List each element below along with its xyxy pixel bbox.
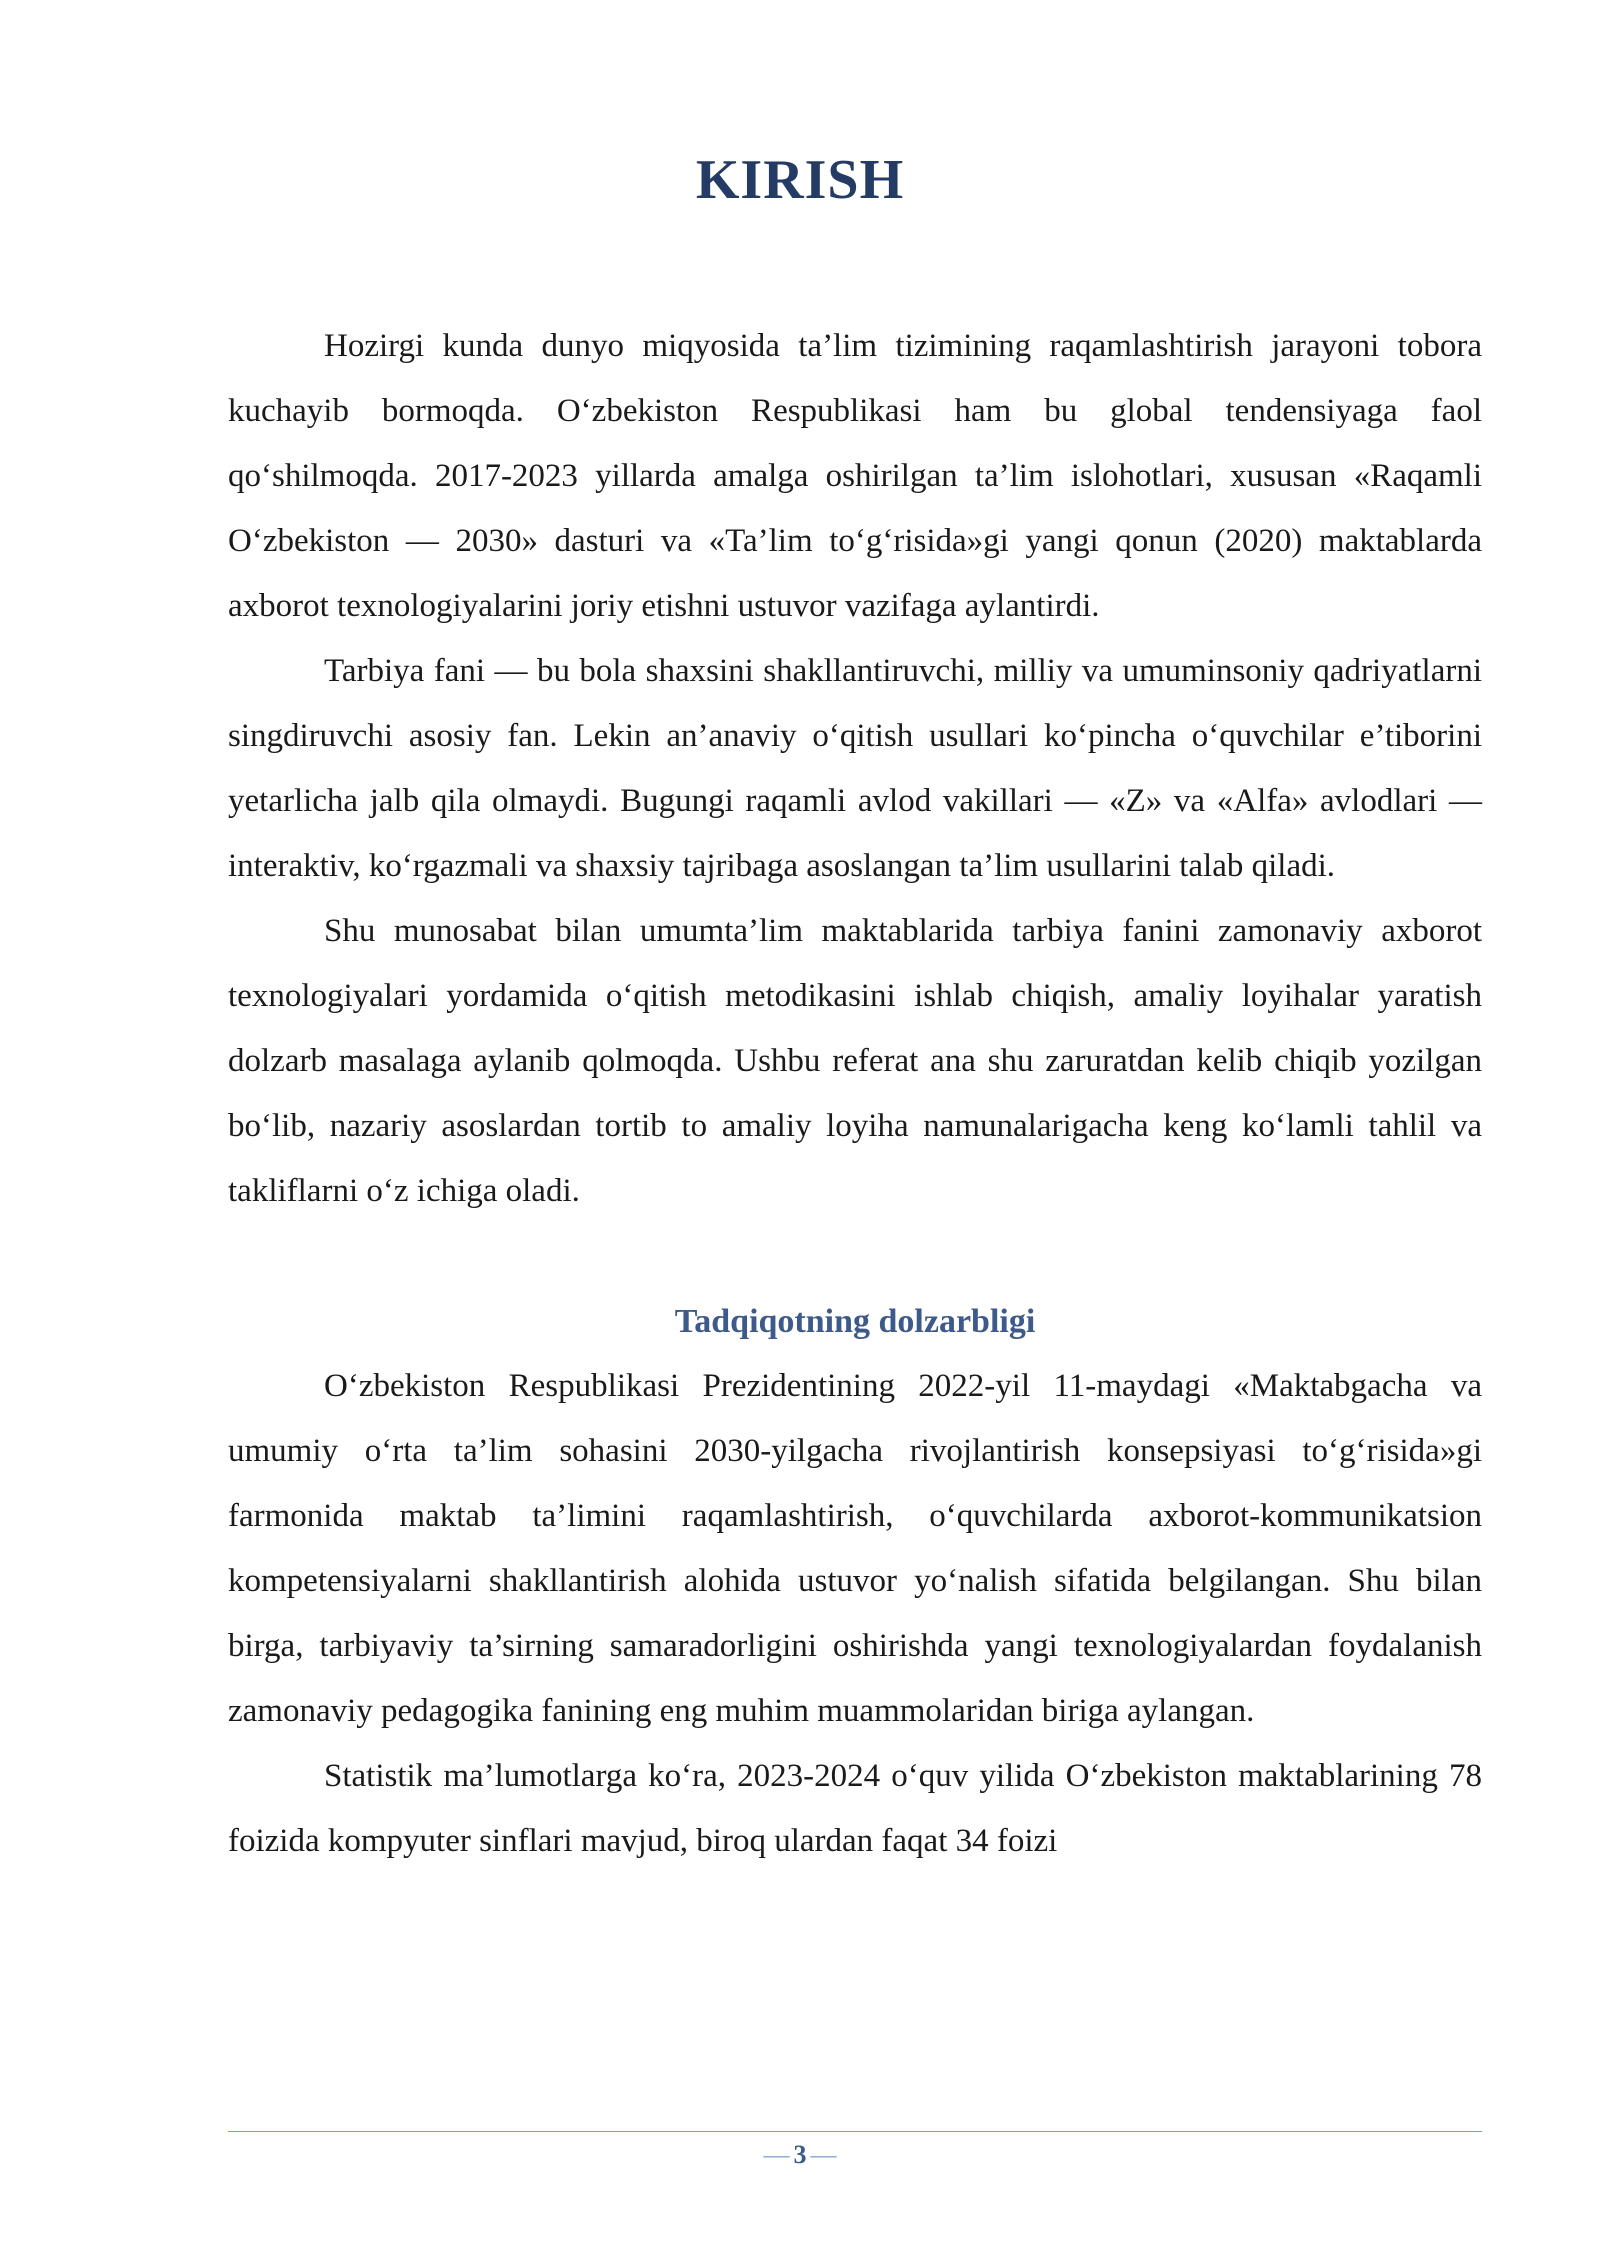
intro-paragraph-3: Shu munosabat bilan umumta’lim maktablarida tarbiya fanini zamonaviy axborot texnologiyalari yordamida o‘qitish metodikasini ishlab chiqish, amaliy loyihalar yaratish dolzarb masalaga aylanib qolmoqda. Ushbu referat ana shu zaruratdan kelib chiqib yozilgan bo‘lib, nazariy asoslardan tortib to amaliy loyiha namunalarigacha keng ko‘lamli tahlil va takliflarni o‘z ichiga oladi. bbox=[228, 913, 1482, 1209]
page-number-footer bbox=[0, 2140, 1600, 2170]
section-paragraph-1: O‘zbekiston Respublikasi Prezidentining 2022-yil 11-maydagi «Maktabgacha va umumiy o‘rta ta’lim sohasini 2030-yilgacha rivojlantirish konsepsiyasi to‘g‘risida»gi farmonida maktab ta’limini raqamlashtirish, o‘quvchilarda axborot-kommunikatsion kompetensiyalarni shakllantirish alohida ustuvor yo‘nalish sifatida belgilangan. Shu bilan birga, tarbiyaviy ta’sirning samaradorligini oshirishda yangi texnologiyalardan foydalanish zamonaviy pedagogika fanining eng muhim muammolaridan biriga aylangan. bbox=[228, 1368, 1482, 1729]
intro-paragraph-1: Hozirgi kunda dunyo miqyosida ta’lim tizimining raqamlashtirish jarayoni tobora kuchayib bormoqda. O‘zbekiston Respublikasi ham bu global tendensiyaga faol qo‘shilmoqda. 2017-2023 yillarda amalga oshirilgan ta’lim islohotlari, xususan «Raqamli O‘zbekiston — 2030» dasturi va «Ta’lim to‘g‘risida»gi yangi qonun (2020) maktablarda axborot texnologiyalarini joriy etishni ustuvor vazifaga aylantirdi. bbox=[228, 328, 1482, 624]
document-body bbox=[228, 314, 1482, 1874]
section-spacer bbox=[228, 1224, 1482, 1289]
footer-divider bbox=[228, 2131, 1482, 2132]
intro-paragraph-2: Tarbiya fani — bu bola shaxsini shakllantiruvchi, milliy va umuminsoniy qadriyatlarni singdiruvchi asosiy fan. Lekin an’anaviy o‘qitish usullari ko‘pincha o‘quvchilar e’tiborini yetarlicha jalb qila olmaydi. Bugungi raqamli avlod vakillari — «Z» va «Alfa» avlodlari — interaktiv, ko‘rgazmali va shaxsiy tajribaga asoslangan ta’lim usullarini talab qiladi. bbox=[228, 653, 1482, 884]
footer-dash-left: — bbox=[763, 2140, 790, 2169]
section-paragraph-2: Statistik ma’lumotlarga ko‘ra, 2023-2024 o‘quv yilida O‘zbekiston maktablarining 78 foizida kompyuter sinflari mavjud, biroq ulardan faqat 34 foizi bbox=[228, 1758, 1482, 1859]
page-number: 3 bbox=[793, 2140, 807, 2169]
footer-dash-right: — bbox=[810, 2140, 837, 2169]
page-title: KIRISH bbox=[695, 149, 905, 211]
section-title: Tadqiqotning dolzarbligi bbox=[674, 1303, 1036, 1340]
